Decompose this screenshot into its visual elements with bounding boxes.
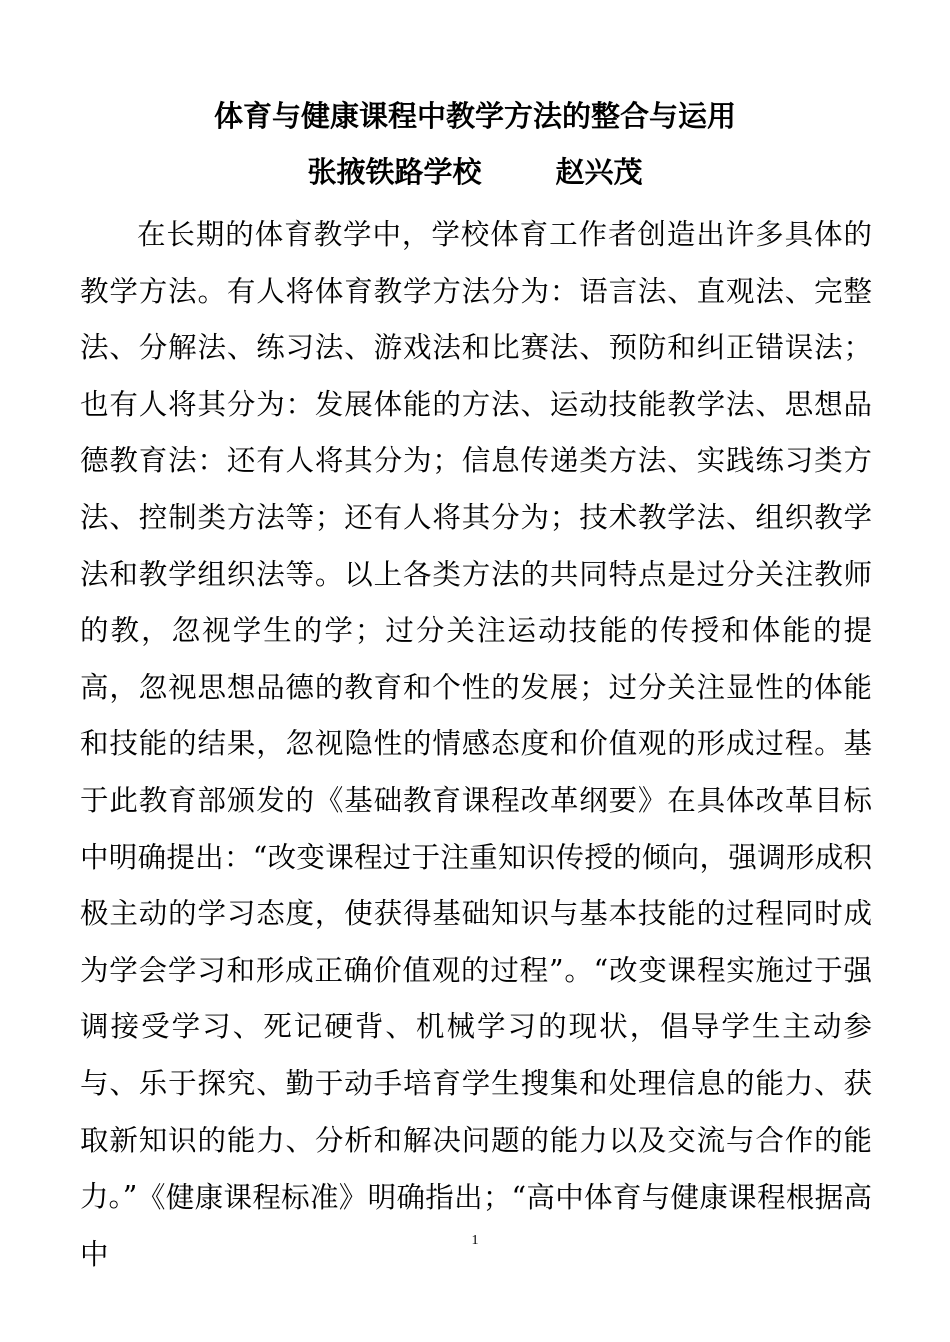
page-number: 1 xyxy=(471,1233,479,1248)
author-line xyxy=(0,152,950,192)
document-title: 体育与健康课程中教学方法的整合与运用 xyxy=(213,99,736,133)
body-paragraph: 在长期的体育教学中，学校体育工作者创造出许多具体的教学方法。有人将体育教学方法分为：语言法、直观法、完整法、分解法、练习法、游戏法和比赛法、预防和纠正错误法；也有人将其分为：发展体能的方法、运动技能教学法、思想品德教育法：还有人将其分为；信息传递类方法、实践练习类方法、控制类方法等；还有人将其分为；技术教学法、组织教学法和教学组织法等。以上各类方法的共同特点是过分关注教师的教，忽视学生的学；过分关注运动技能的传授和体能的提高，忽视思想品德的教育和个性的发展；过分关注显性的体能和技能的结果，忽视隐性的情感态度和价值观的形成过程。基于此教育部颁发的《基础教育课程改革纲要》在具体改革目标中明确提出：“改变课程过于注重知识传授的倾向，强调形成积极主动的学习态度，使获得基础知识与基本技能的过程同时成为学会学习和形成正确价值观的过程”。“改变课程实施过于强调接受学习、死记硬背、机械学习的现状，倡导学生主动参与、乐于探究、勤于动手培育学生搜集和处理信息的能力、获取新知识的能力、分析和解决问题的能力以及交流与合作的能力。” xyxy=(80,218,872,1214)
body-paragraph: 《健康课程标准》明确指出；“高中体育与健康课程根据高中 xyxy=(80,1181,872,1271)
school-name: 张掖铁路学校 xyxy=(307,155,482,189)
author-name: 赵兴茂 xyxy=(555,155,643,189)
